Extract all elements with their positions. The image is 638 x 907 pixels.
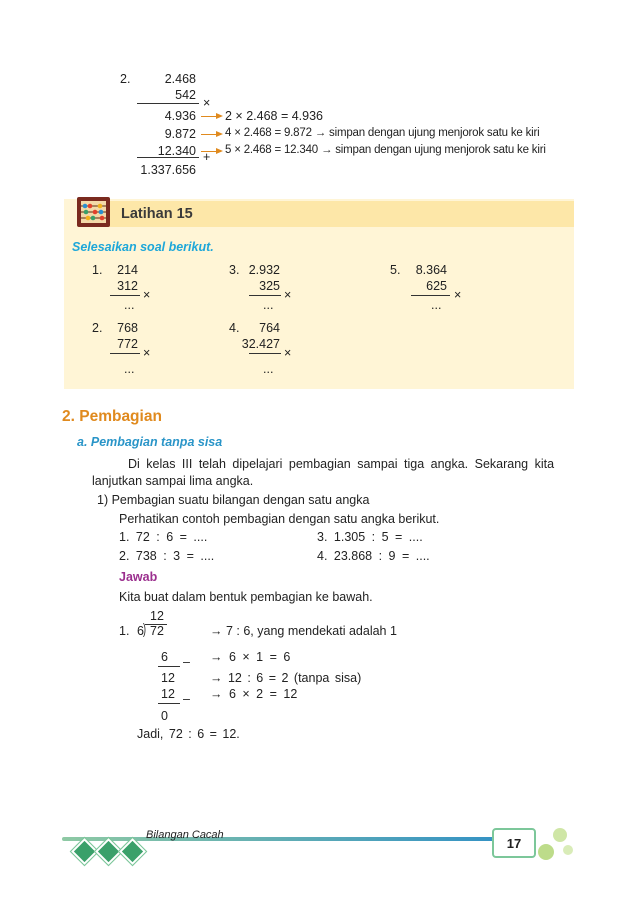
minus-sign: – — [183, 692, 190, 706]
page-number-box — [492, 828, 536, 858]
divisor: 6 — [137, 624, 144, 638]
division-problem-2: 2. 738 : 3 = .... — [119, 549, 215, 563]
division-problem-3: 3. 1.305 : 5 = .... — [317, 530, 423, 544]
rule-line — [158, 666, 180, 667]
chapter-name: Bilangan Cacah — [146, 829, 224, 841]
answer-blank: ... — [124, 298, 135, 312]
problem-number: 5. — [390, 263, 401, 277]
problem-top: 764 — [259, 321, 280, 335]
answer-blank: ... — [263, 298, 274, 312]
partial-explain-2: 4 × 2.468 = 9.872 → simpan dengan ujung menjorok satu ke kiri — [225, 127, 540, 139]
note-3: → 12 : 6 = 2 (tanpa sisa) — [210, 671, 362, 685]
page-number: 17 — [506, 835, 522, 851]
exercise-box — [64, 199, 574, 389]
rule-line — [110, 295, 140, 296]
problem-number: 4. — [229, 321, 240, 335]
dividend: 72 — [150, 624, 164, 638]
problem-bottom: 772 — [117, 337, 138, 351]
rule-line — [137, 103, 199, 104]
problem-top: 2.932 — [248, 263, 280, 277]
arrow-icon — [201, 134, 221, 135]
problem-number: 3. — [229, 263, 240, 277]
note-2: → 6 × 1 = 6 — [210, 650, 291, 664]
times-sign: × — [203, 96, 211, 110]
item1-title: 1) Pembagian suatu bilangan dengan satu angka — [97, 493, 370, 507]
step-1: 6 — [161, 650, 168, 664]
final-total: 1.337.656 — [140, 163, 196, 177]
multiplicand: 2.468 — [164, 72, 196, 86]
partial-product-3: 12.340 — [157, 144, 196, 158]
minus-sign: – — [183, 655, 190, 669]
rule-line — [158, 703, 180, 704]
paragraph-line-1: Di kelas III telah dipelajari pembagian sampai tiga angka. Sekarang kita — [128, 457, 555, 471]
times-sign: × — [284, 288, 292, 302]
example-number: 2. — [120, 72, 131, 86]
answer-intro: Kita buat dalam bentuk pembagian ke bawah. — [119, 590, 373, 604]
times-sign: × — [454, 288, 462, 302]
quotient: 12 — [150, 609, 164, 623]
answer-label: Jawab — [119, 570, 158, 584]
step-4: 0 — [161, 709, 168, 723]
problem-number: 1. — [92, 263, 103, 277]
partial-explain-3: 5 × 2.468 = 12.340 → simpan dengan ujung menjorok satu ke kiri — [225, 144, 546, 156]
problem-bottom: 32.427 — [241, 337, 280, 351]
answer-blank: ... — [124, 362, 135, 376]
step-3: 12 — [161, 687, 175, 701]
times-sign: × — [143, 288, 151, 302]
diamond-icon — [95, 838, 122, 865]
note-1: → 7 : 6, yang mendekati adalah 1 — [210, 624, 397, 638]
rule-line — [110, 353, 140, 354]
rule-line — [249, 353, 281, 354]
problem-top: 214 — [117, 263, 138, 277]
conclusion: Jadi, 72 : 6 = 12. — [137, 727, 240, 741]
plus-sign: + — [203, 150, 211, 164]
rule-line — [249, 295, 281, 296]
abacus-icon — [74, 195, 114, 231]
example-number: 1. — [119, 624, 130, 638]
rule-line — [137, 157, 199, 158]
exercise-instruction: Selesaikan soal berikut. — [72, 240, 214, 254]
partial-product-2: 9.872 — [164, 127, 196, 141]
exercise-title: Latihan 15 — [121, 206, 193, 222]
multiplier: 542 — [175, 88, 196, 102]
arrow-icon — [201, 116, 221, 117]
division-problem-1: 1. 72 : 6 = .... — [119, 530, 208, 544]
times-sign: × — [284, 346, 292, 360]
section-heading: 2. Pembagian — [62, 408, 162, 425]
step-2: 12 — [161, 671, 175, 685]
paragraph-line-2: lanjutkan sampai lima angka. — [92, 474, 254, 488]
problem-bottom: 325 — [259, 279, 280, 293]
division-bracket-icon: ) — [143, 621, 146, 638]
rule-line — [411, 295, 450, 296]
partial-product-1: 4.936 — [164, 109, 196, 123]
bubbles-icon — [536, 826, 582, 862]
times-sign: × — [143, 346, 151, 360]
problem-top: 8.364 — [415, 263, 447, 277]
note-4: → 6 × 2 = 12 — [210, 687, 298, 701]
problem-top: 768 — [117, 321, 138, 335]
problem-bottom: 625 — [426, 279, 447, 293]
division-problem-4: 4. 23.868 : 9 = .... — [317, 549, 430, 563]
item1-intro: Perhatikan contoh pembagian dengan satu angka berikut. — [119, 512, 440, 526]
answer-blank: ... — [431, 298, 442, 312]
problem-bottom: 312 — [117, 279, 138, 293]
answer-blank: ... — [263, 362, 274, 376]
sub-heading: a. Pembagian tanpa sisa — [77, 435, 223, 449]
diamond-icon — [71, 838, 98, 865]
partial-explain-1: 2 × 2.468 = 4.936 — [225, 109, 324, 123]
diamond-icon — [119, 838, 146, 865]
problem-number: 2. — [92, 321, 103, 335]
